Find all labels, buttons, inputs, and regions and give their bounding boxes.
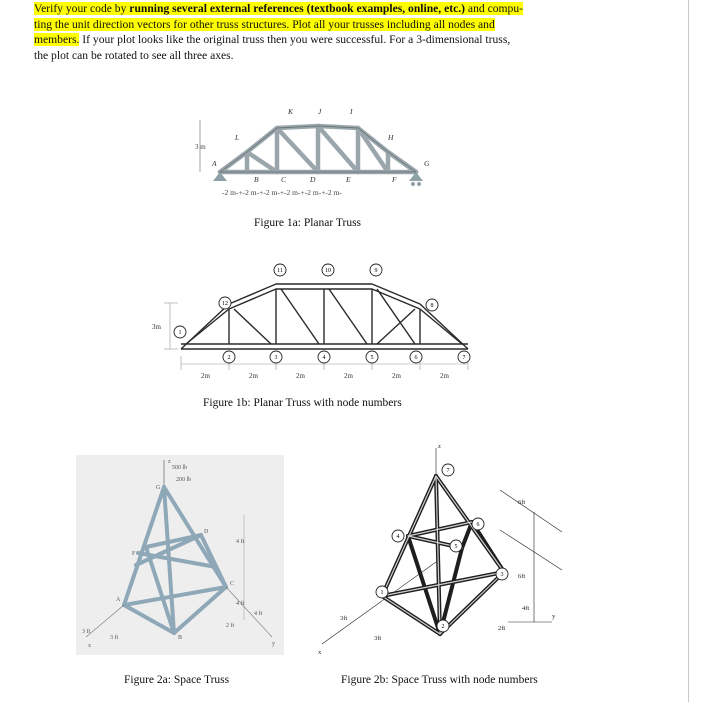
fig1a-label-d: D (310, 175, 316, 184)
intro-text-6: the plot can be rotated to see all three axes. (34, 48, 234, 62)
fig1b-spacing-5: 2m (392, 372, 401, 380)
fig1b-node-10: 10 (325, 268, 331, 274)
fig1a-label-i: I (350, 107, 353, 116)
fig2a-point-a: A (116, 597, 121, 603)
intro-text-3: ting the unit direction vectors for other truss structures. Plot all your trusses including all nodes and (34, 17, 495, 31)
fig2b-dim-5: 3ft (340, 615, 348, 622)
intro-text-5: If your plot looks like the original truss then you were successful. For a 3-dimensional truss, (79, 33, 511, 47)
fig1b-node-8: 8 (430, 303, 434, 309)
fig1b-node-2: 2 (227, 355, 231, 361)
fig2a-point-d: D (204, 529, 209, 535)
fig2b-node-4: 4 (396, 534, 400, 540)
fig2a-point-g: G (156, 485, 161, 491)
figure-1a-caption: Figure 1a: Planar Truss (254, 217, 362, 229)
fig1b-spacing-1: 2m (201, 372, 210, 380)
fig1a-label-e: E (346, 175, 351, 184)
fig2b-axis-z: z (438, 443, 441, 450)
fig1a-dimension-line: -2 m-+-2 m-+-2 m-+-2 m-+-2 m-+-2 m- (222, 188, 342, 197)
fig1b-height-label: 3m (152, 323, 161, 331)
fig1b-node-1: 1 (178, 330, 182, 336)
fig2b-axis-x: x (318, 649, 322, 656)
figure-2b-caption: Figure 2b: Space Truss with node numbers (341, 674, 538, 686)
fig2a-dim-3: 4 ft (254, 611, 263, 617)
fig1a-label-c: C (281, 175, 287, 184)
fig1b-node-4: 4 (322, 355, 326, 361)
intro-text-2: and compu- (465, 2, 523, 15)
fig2b-dim-6: 3ft (374, 635, 382, 642)
fig2a-dim-6: 3 ft (110, 635, 119, 641)
fig2b-node-2: 2 (441, 624, 445, 630)
fig2b-dim-2: 6ft (518, 573, 526, 580)
fig1b-node-9: 9 (374, 268, 378, 274)
figure-1a-truss (180, 104, 450, 208)
fig1b-spacing-3: 2m (296, 372, 305, 380)
fig2a-point-b: B (178, 635, 183, 641)
fig2b-dim-3: 4ft (522, 605, 530, 612)
fig1b-node-5: 5 (370, 355, 374, 361)
fig2b-dim-1: 6ft (518, 499, 526, 506)
fig1a-height-label: 3 m (195, 143, 206, 151)
intro-text-1: Verify your code by (34, 2, 130, 15)
fig2b-node-1: 1 (380, 590, 384, 596)
fig1a-label-k: K (288, 107, 294, 116)
fig1a-label-j: J (318, 107, 322, 116)
figure-2a-space-truss (76, 455, 284, 655)
fig2a-axis-x: x (88, 643, 91, 649)
fig2b-node-7: 7 (446, 468, 450, 474)
fig1a-label-l: L (235, 133, 240, 142)
fig2b-node-3: 3 (500, 572, 504, 578)
intro-text-4: members. (34, 33, 80, 47)
figure-1b-caption: Figure 1b: Planar Truss with node numbers (203, 397, 402, 409)
fig1b-spacing-4: 2m (344, 372, 353, 380)
fig1a-label-a: A (212, 159, 217, 168)
fig2b-axis-y: y (552, 613, 556, 620)
figure-2b-space-truss (312, 440, 580, 662)
fig1b-node-7: 7 (462, 355, 466, 361)
fig1b-spacing-2: 2m (249, 372, 258, 380)
fig2a-point-f: F (132, 551, 136, 557)
fig2b-node-5: 5 (454, 544, 458, 550)
fig2a-dim-1: 4 ft (236, 539, 245, 545)
intro-bold-phrase: running several external references (textbook examples, online, etc.) (129, 2, 466, 15)
fig1a-label-h: H (388, 133, 394, 142)
figure-2a-caption: Figure 2a: Space Truss (124, 674, 230, 686)
fig1b-node-11: 11 (277, 268, 283, 274)
fig1b-spacing-6: 2m (440, 372, 449, 380)
fig1a-label-b: B (254, 175, 259, 184)
fig2b-node-6: 6 (476, 522, 480, 528)
fig1b-node-6: 6 (414, 355, 418, 361)
fig2a-dim-2: 4 ft (236, 601, 245, 607)
fig2a-point-c: C (230, 581, 235, 587)
fig2a-load-1: 500 lb (172, 465, 188, 471)
fig2a-dim-5: 3 ft (82, 629, 91, 635)
page-border (688, 0, 689, 702)
fig2a-axis-y: y (272, 641, 275, 647)
figure-1b-truss (148, 256, 490, 386)
fig2a-dim-4: 2 ft (226, 623, 235, 629)
fig1a-label-f: F (392, 175, 397, 184)
fig2b-dim-4: 2ft (498, 625, 506, 632)
fig1a-label-g: G (424, 159, 430, 168)
fig2a-axis-z: z (168, 459, 171, 465)
fig1b-node-3: 3 (274, 355, 278, 361)
fig1b-node-12: 12 (222, 301, 228, 307)
intro-paragraph (34, 1, 674, 63)
fig2a-load-2: 200 lb (176, 477, 192, 483)
